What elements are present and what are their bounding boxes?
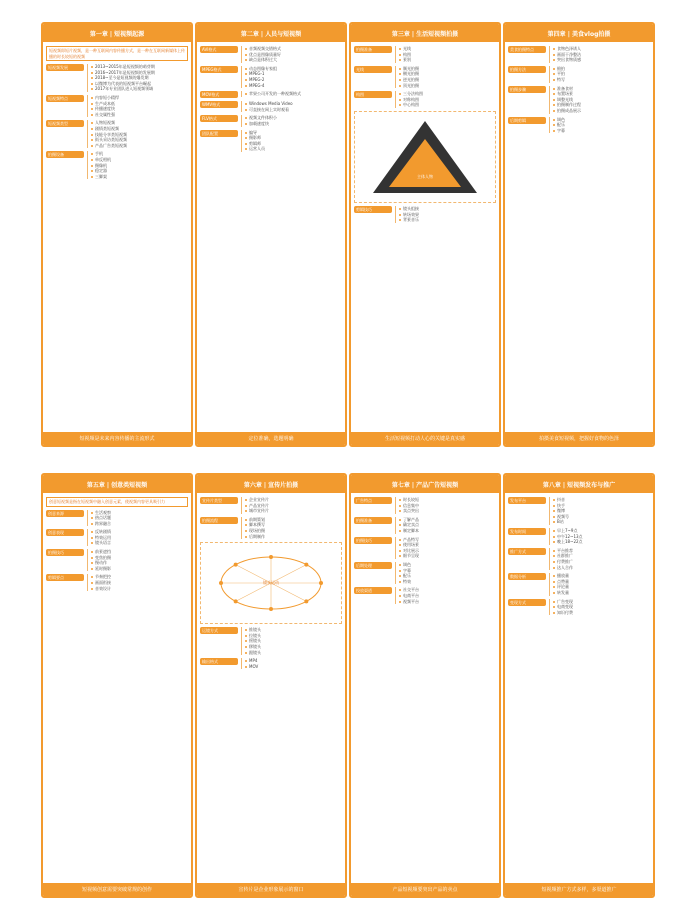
section-item: 布置场景 (553, 91, 650, 97)
section-item: 热点话题 (91, 515, 188, 521)
chapter-card (503, 22, 655, 447)
section-item: 顺光拍摄 (399, 66, 496, 72)
section-item: 社交平台 (399, 587, 496, 593)
section-row (508, 548, 650, 570)
section-item: 调色 (399, 562, 496, 568)
section-row (354, 562, 496, 584)
section-item: 拍摄制作过程 (553, 102, 650, 108)
section-item: 2018~至今是短视频的爆发期 (91, 75, 188, 81)
section-row (508, 528, 650, 545)
section-row (508, 46, 650, 63)
section-item: 街头采访类短视频 (91, 137, 188, 143)
chapter-card (41, 22, 193, 447)
section-item: 配乐 (553, 122, 650, 128)
chapter-footer: 短视频创意需要突破常规的创作 (43, 883, 191, 896)
section-item: 逆光拍摄 (399, 77, 496, 83)
section-row (200, 497, 342, 514)
section-item: MP4 (245, 658, 342, 664)
section-row (354, 91, 496, 108)
chapter-intro: 短视频即短片视频，是一种互联网内容传播方式，是一种在互联网新媒体上传播的时长较短的视频 (46, 46, 188, 61)
section-items (87, 574, 188, 591)
section-item: 以微博为代表的短视频平台崛起 (91, 81, 188, 87)
chapter-title: 第七章 | 产品广告短视频 (351, 475, 499, 493)
section-item: 生活观察 (91, 510, 188, 516)
section-item: 电商平台 (399, 593, 496, 599)
section-tag: 团队配置 (200, 130, 238, 137)
section-item: 产品广告类短视频 (91, 143, 188, 149)
section-row (200, 517, 342, 539)
section-row (46, 151, 188, 179)
section-item: 苹果公司开发的一种视频格式 (245, 91, 342, 97)
section-tag: 拍摄技巧 (46, 549, 84, 556)
chapter-footer: 宣传片是企业形象展示的窗口 (197, 883, 345, 896)
section-items (395, 562, 496, 584)
section-row (200, 101, 342, 112)
section-item: 剧情类短视频 (91, 126, 188, 132)
section-tag: 输出格式 (200, 658, 238, 665)
section-item: 配乐 (399, 573, 496, 579)
section-row (46, 574, 188, 591)
section-tag: 广告特点 (354, 497, 392, 504)
section-item: 后期制作 (245, 534, 342, 540)
section-tag: 拍摄准备 (354, 46, 392, 53)
wheel-label: 镜头运动 (263, 580, 279, 586)
section-item: 画面干净整洁 (553, 52, 650, 58)
chapter-card (349, 473, 501, 898)
section-tag: WMV格式 (200, 101, 238, 108)
section-item: 产品特写 (399, 537, 496, 543)
section-item: 顶光拍摄 (399, 83, 496, 89)
section-row (46, 529, 188, 546)
camera-movement-diagram (200, 542, 342, 624)
section-item: 视频号 (553, 514, 650, 520)
section-tag: 创意来源 (46, 510, 84, 517)
section-row (508, 66, 650, 83)
section-item: 前景遮挡 (91, 549, 188, 555)
chapter-body (200, 46, 342, 429)
section-item: 慢动作 (91, 560, 188, 566)
section-row (508, 117, 650, 134)
section-item: 加载速度快 (245, 121, 342, 127)
section-item: 俯拍 (553, 66, 650, 72)
section-row (200, 66, 342, 88)
section-item: 摄影师 (245, 135, 342, 141)
section-item: 缺点是体积过大 (245, 57, 342, 63)
section-item: 三脚架 (91, 174, 188, 180)
section-item: 电商变现 (553, 604, 650, 610)
section-tag: 剪辑要点 (46, 574, 84, 581)
section-row (200, 91, 342, 98)
section-tag: FLV格式 (200, 115, 238, 122)
section-item: 转发量 (553, 590, 650, 596)
section-items (395, 91, 496, 108)
section-item: MOV (245, 664, 342, 670)
section-row (200, 130, 342, 152)
chapter-body (46, 497, 188, 880)
chapter-card (41, 473, 193, 898)
section-items (241, 46, 342, 63)
section-item: 景别 (399, 57, 496, 63)
section-item: 快手 (553, 503, 650, 509)
chapter-footer: 定位准确，选题明确 (197, 432, 345, 445)
section-item: 变焦拍摄 (91, 555, 188, 561)
section-row (200, 46, 342, 63)
section-item: 特写 (553, 77, 650, 83)
section-item: 播放量 (553, 573, 650, 579)
section-items (395, 587, 496, 604)
section-row (354, 587, 496, 604)
chapter-title: 第五章 | 创意类短视频 (43, 475, 191, 493)
section-item: 食物色泽诱人 (553, 46, 650, 52)
section-item: 评论量 (553, 584, 650, 590)
section-item: 手机 (91, 151, 188, 157)
section-items (87, 95, 188, 117)
section-items (241, 115, 342, 126)
chapter-body (508, 497, 650, 880)
section-items (395, 66, 496, 88)
section-row (46, 510, 188, 527)
section-item: 节奏把控 (91, 574, 188, 580)
section-item: 三分法构图 (399, 91, 496, 97)
section-row (200, 658, 342, 669)
section-item: 跨界融合 (91, 521, 188, 527)
section-item: 中心构图 (399, 102, 496, 108)
section-items (87, 529, 188, 546)
section-row (354, 66, 496, 88)
section-item: 了解产品 (399, 517, 496, 523)
chapter-footer: 生活短视频打动人心的关键是真实感 (351, 432, 499, 445)
chapter-body (46, 46, 188, 429)
section-item: 抖音 (553, 497, 650, 503)
section-row (508, 599, 650, 616)
section-row (508, 86, 650, 114)
section-item: 技能分享类短视频 (91, 132, 188, 138)
section-items (395, 537, 496, 559)
chapter-footer: 产品短视频要突出产品的卖点 (351, 883, 499, 896)
section-item: 内容短小精悍 (91, 95, 188, 101)
chapter-intro: 创意短视频是指在短视频中融入创意元素，使视频内容更具吸引力 (46, 497, 188, 507)
section-item: 确定卖点 (399, 522, 496, 528)
section-row (46, 95, 188, 117)
section-item: 现场拍摄 (245, 528, 342, 534)
triangle-label: 主体人物 (417, 173, 433, 179)
section-item: 移镜头 (245, 644, 342, 650)
section-items (241, 658, 342, 669)
section-tag: 拍摄方法 (508, 66, 546, 73)
section-item: 传播速度快 (91, 106, 188, 112)
section-item: MPEG-4 (245, 83, 342, 89)
section-item: 对称构图 (399, 97, 496, 103)
section-item: 社交属性强 (91, 112, 188, 118)
section-items (549, 528, 650, 545)
section-item: 生产成本低 (91, 101, 188, 107)
section-item: 音频视频交错格式 (245, 46, 342, 52)
section-tag: 美食拍摄特点 (508, 46, 546, 53)
section-item: 背景音乐 (399, 217, 496, 223)
section-item: 中午12~13点 (553, 534, 650, 540)
section-row (354, 517, 496, 534)
section-item: 延时摄影 (91, 566, 188, 572)
section-tag: AVI格式 (200, 46, 238, 53)
chapter-title: 第八章 | 短视频发布与推广 (505, 475, 653, 493)
section-items (549, 86, 650, 114)
section-tag: 拍摄准备 (354, 517, 392, 524)
chapter-footer: 短视频推广方式多样，多渠道推广 (505, 883, 653, 896)
section-item: MPEG-1 (245, 71, 342, 77)
section-item: 光线 (399, 46, 496, 52)
section-tag: 发布平台 (508, 497, 546, 504)
section-row (354, 497, 496, 514)
section-item: 转场效果 (399, 212, 496, 218)
chapter-title: 第六章 | 宣传片拍摄 (197, 475, 345, 493)
section-item: 准备食材 (553, 86, 650, 92)
section-item: 社群推广 (553, 553, 650, 559)
section-tag: 短视频类型 (46, 120, 84, 127)
section-item: 平台推荐 (553, 548, 650, 554)
section-item: 反转剧情 (91, 529, 188, 535)
section-items (87, 64, 188, 92)
section-tag: 宣传片类型 (200, 497, 238, 504)
section-item: 视频文件体积小 (245, 115, 342, 121)
section-item: 对比展示 (399, 548, 496, 554)
section-item: 编导 (245, 130, 342, 136)
section-item: 跟镜头 (245, 650, 342, 656)
section-items (87, 151, 188, 179)
section-row (354, 46, 496, 63)
section-item: 突出食物质感 (553, 57, 650, 63)
chapter-card (349, 22, 501, 447)
section-row (200, 627, 342, 655)
section-items (549, 573, 650, 595)
section-item: 时长较短 (399, 497, 496, 503)
section-item: 平拍 (553, 71, 650, 77)
chapter-body (354, 497, 496, 880)
section-items (395, 206, 496, 223)
section-item: 拍摄成品展示 (553, 108, 650, 114)
chapter-title: 第三章 | 生活短视频拍摄 (351, 24, 499, 42)
section-item: 视频平台 (399, 599, 496, 605)
section-row (46, 549, 188, 571)
section-item: 付费推广 (553, 559, 650, 565)
chapter-title: 第一章 | 短视频起源 (43, 24, 191, 42)
section-item: 动态图像专家组 (245, 66, 342, 72)
section-item: 可直接在网上实时观看 (245, 107, 342, 113)
section-item: 调色 (553, 117, 650, 123)
section-items (241, 130, 342, 152)
section-items (241, 66, 342, 88)
section-item: 晚上18~22点 (553, 539, 650, 545)
chapter-title: 第二章 | 人员与短视频 (197, 24, 345, 42)
section-row (200, 115, 342, 126)
section-item: 企业宣传片 (245, 497, 342, 503)
section-tag: 后期剪辑 (508, 117, 546, 124)
section-item: 早上7~9点 (553, 528, 650, 534)
section-tag: 推广方式 (508, 548, 546, 555)
section-item: 2017年专业团队进入短视频领域 (91, 86, 188, 92)
chapter-card (503, 473, 655, 898)
section-item: 产品宣传片 (245, 503, 342, 509)
section-items (395, 517, 496, 534)
section-item: 剪辑师 (245, 141, 342, 147)
chapter-footer: 短视频是未来内容传播的主流形式 (43, 432, 191, 445)
section-item: 调整光线 (553, 97, 650, 103)
section-item: 字幕 (399, 568, 496, 574)
section-item: 2016~2017年是短视频的发展期 (91, 70, 188, 76)
section-tag: 短视频特点 (46, 95, 84, 102)
section-items (87, 120, 188, 148)
triangle-icon (365, 115, 485, 199)
section-item: 画面衔接 (91, 580, 188, 586)
section-item: 运营人员 (245, 146, 342, 152)
section-row (354, 537, 496, 559)
section-tag: MOV格式 (200, 91, 238, 98)
section-tag: 构图 (354, 91, 392, 98)
section-tag: 短视频发展 (46, 64, 84, 71)
section-item: 音效设计 (91, 586, 188, 592)
section-tag: 拍摄流程 (200, 517, 238, 524)
chapter-footer: 拍摄美食短视频，把握好食物的色泽 (505, 432, 653, 445)
chapter-body (200, 497, 342, 880)
section-row (508, 497, 650, 525)
section-tag: 发布时间 (508, 528, 546, 535)
section-items (87, 510, 188, 527)
section-tag: 数据分析 (508, 573, 546, 580)
section-items (549, 117, 650, 134)
section-items (241, 627, 342, 655)
section-item: 达人合作 (553, 565, 650, 571)
section-items (241, 517, 342, 539)
section-items (395, 497, 496, 514)
section-row (46, 120, 188, 148)
section-items (241, 101, 342, 112)
section-tag: 光线 (354, 66, 392, 73)
section-item: 摄像机 (91, 163, 188, 169)
section-items (549, 548, 650, 570)
section-item: 脚本撰写 (245, 522, 342, 528)
section-item: 摇镜头 (245, 638, 342, 644)
section-tag: 拍摄步骤 (508, 86, 546, 93)
section-tag: 拍摄设备 (46, 151, 84, 158)
section-item: 侧光拍摄 (399, 71, 496, 77)
section-item: 使用场景 (399, 542, 496, 548)
section-row (508, 573, 650, 595)
section-item: 制定脚本 (399, 528, 496, 534)
section-items (395, 46, 496, 63)
section-item: B站 (553, 519, 650, 525)
section-item: 单反相机 (91, 157, 188, 163)
section-item: MPEG-2 (245, 77, 342, 83)
section-item: 镜头语言 (91, 540, 188, 546)
section-item: 镜头组接 (399, 206, 496, 212)
section-item: 点赞量 (553, 579, 650, 585)
section-item: 细节呈现 (399, 553, 496, 559)
section-item: 微博 (553, 508, 650, 514)
section-items (549, 599, 650, 616)
section-item: 卖点突出 (399, 508, 496, 514)
section-items (241, 497, 342, 514)
section-tag: 运镜方式 (200, 627, 238, 634)
section-tag: 变现方式 (508, 599, 546, 606)
section-tag: 投放渠道 (354, 587, 392, 594)
chapter-body (508, 46, 650, 429)
section-item: 构图 (399, 52, 496, 58)
section-items (549, 66, 650, 83)
section-item: 知识付费 (553, 610, 650, 616)
section-tag: 拍摄技巧 (354, 537, 392, 544)
section-item: 拉镜头 (245, 633, 342, 639)
section-tag: 后期处理 (354, 562, 392, 569)
section-item: 特效运用 (91, 535, 188, 541)
section-item: 2013~2015年是短视频的萌芽期 (91, 64, 188, 70)
section-item: 优点是图像质量好 (245, 52, 342, 58)
chapter-title: 第四章 | 美食vlog拍摄 (505, 24, 653, 42)
section-item: 前期策划 (245, 517, 342, 523)
section-row (46, 64, 188, 92)
chapter-card (195, 22, 347, 447)
section-tag: 剪辑技巧 (354, 206, 392, 213)
section-item: 广告变现 (553, 599, 650, 605)
section-items (87, 549, 188, 571)
section-item: 字幕 (553, 128, 650, 134)
lighting-triangle-diagram (354, 111, 496, 203)
section-item: 人物短视频 (91, 120, 188, 126)
section-tag: MPEG格式 (200, 66, 238, 73)
section-item: 信息集中 (399, 503, 496, 509)
section-item: 特效 (399, 579, 496, 585)
section-items (241, 91, 342, 97)
section-item: Windows Media Video (245, 101, 342, 107)
section-items (549, 46, 650, 63)
section-tag: 创意表现 (46, 529, 84, 536)
section-item: 稳定器 (91, 168, 188, 174)
chapter-body (354, 46, 496, 429)
section-row (354, 206, 496, 223)
section-item: 推镜头 (245, 627, 342, 633)
section-item: 城市宣传片 (245, 508, 342, 514)
section-items (549, 497, 650, 525)
chapter-card (195, 473, 347, 898)
